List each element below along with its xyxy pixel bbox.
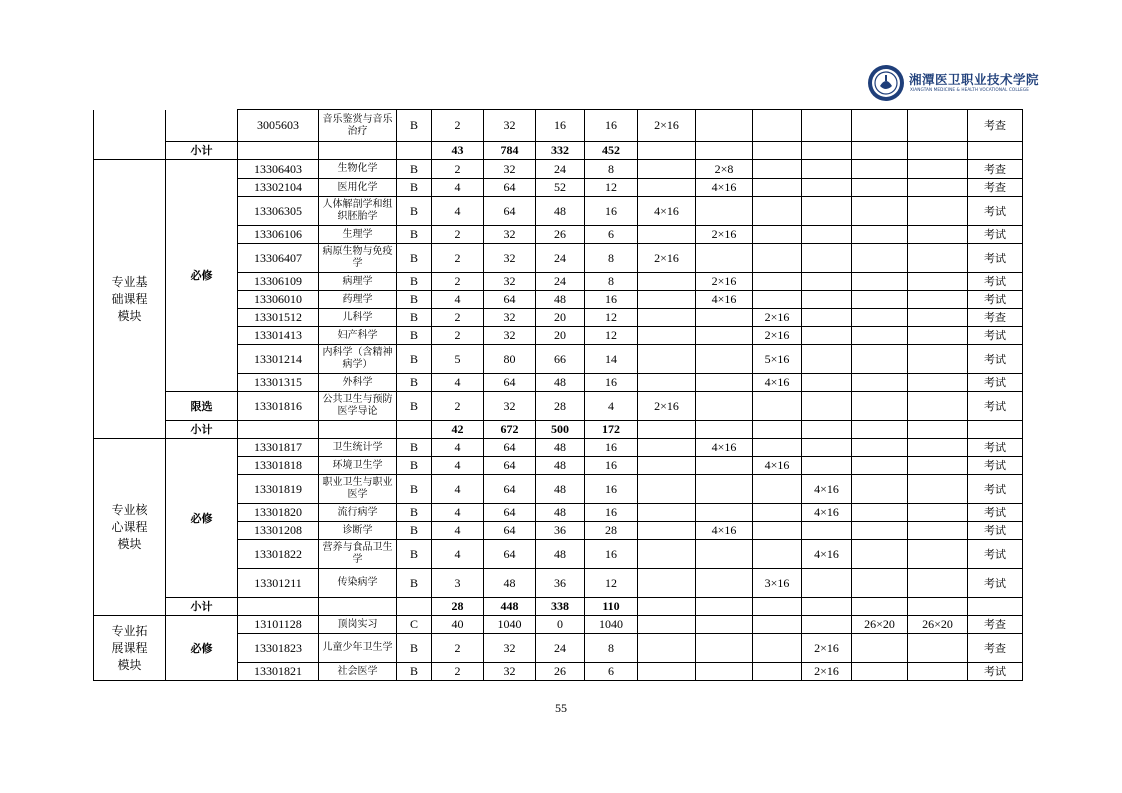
course-name: 流行病学: [319, 504, 397, 522]
practice-hours: 16: [585, 291, 638, 309]
semester-2: 4×16: [696, 291, 753, 309]
total-hours: 64: [484, 179, 536, 197]
exam-type: 考试: [968, 504, 1023, 522]
exam-type: 考试: [968, 663, 1023, 681]
course-name: 药理学: [319, 291, 397, 309]
exam-type: 考查: [968, 616, 1023, 634]
course-code: 13301818: [238, 457, 319, 475]
theory-hours: 26: [536, 226, 585, 244]
exam-type: 考试: [968, 522, 1023, 540]
course-type: B: [397, 309, 432, 327]
total-hours: 80: [484, 345, 536, 374]
theory-hours: 24: [536, 634, 585, 663]
subtotal-row: [94, 598, 1023, 616]
semester-2: 2×8: [696, 160, 753, 179]
total-hours: 64: [484, 457, 536, 475]
module-label-basic: 专业基础课程模块: [94, 160, 166, 439]
theory-hours: 52: [536, 179, 585, 197]
theory-hours: 48: [536, 439, 585, 457]
total-hours: 32: [484, 663, 536, 681]
practice-hours: 12: [585, 179, 638, 197]
total-hours: 64: [484, 291, 536, 309]
total-hours: 32: [484, 327, 536, 345]
semester-1: 4×16: [638, 197, 696, 226]
table-row: [94, 439, 1023, 457]
exam-type: 考试: [968, 457, 1023, 475]
semester-2: 2×16: [696, 273, 753, 291]
course-code: 13101128: [238, 616, 319, 634]
exam-type: 考试: [968, 374, 1023, 392]
credit: 4: [432, 504, 484, 522]
course-name: 医用化学: [319, 179, 397, 197]
course-name: 社会医学: [319, 663, 397, 681]
category-elective: 限选: [166, 392, 238, 421]
table-row: [94, 110, 1023, 142]
course-type: B: [397, 345, 432, 374]
category-required: 必修: [166, 160, 238, 392]
theory-hours: 48: [536, 540, 585, 569]
theory-hours: 48: [536, 197, 585, 226]
subtotal-credit: 28: [432, 598, 484, 616]
course-type: B: [397, 392, 432, 421]
semester-4: 4×16: [802, 540, 852, 569]
course-code: 13306010: [238, 291, 319, 309]
exam-type: 考试: [968, 226, 1023, 244]
subtotal-credit: 43: [432, 142, 484, 160]
exam-type: 考试: [968, 392, 1023, 421]
course-code: 13301822: [238, 540, 319, 569]
practice-hours: 6: [585, 663, 638, 681]
practice-hours: 12: [585, 327, 638, 345]
exam-type: 考试: [968, 540, 1023, 569]
course-type: B: [397, 244, 432, 273]
theory-hours: 24: [536, 273, 585, 291]
credit: 2: [432, 392, 484, 421]
total-hours: 48: [484, 569, 536, 598]
course-code: 13306403: [238, 160, 319, 179]
total-hours: 64: [484, 374, 536, 392]
course-code: 13306305: [238, 197, 319, 226]
exam-type: 考试: [968, 197, 1023, 226]
course-type: B: [397, 273, 432, 291]
exam-type: 考查: [968, 110, 1023, 142]
practice-hours: 12: [585, 569, 638, 598]
exam-type: 考试: [968, 345, 1023, 374]
semester-2: 4×16: [696, 439, 753, 457]
page-number: 55: [555, 701, 567, 715]
practice-hours: 8: [585, 634, 638, 663]
exam-type: 考查: [968, 160, 1023, 179]
course-type: C: [397, 616, 432, 634]
course-type: B: [397, 197, 432, 226]
semester-4: [802, 110, 852, 142]
semester-3: 2×16: [753, 327, 802, 345]
semester-6: [908, 110, 968, 142]
credit: 4: [432, 540, 484, 569]
theory-hours: 20: [536, 327, 585, 345]
course-code: 13306106: [238, 226, 319, 244]
subtotal-label: 小计: [166, 598, 238, 616]
course-name: 公共卫生与预防医学导论: [319, 392, 397, 421]
course-code: 13301413: [238, 327, 319, 345]
practice-hours: 12: [585, 309, 638, 327]
practice-hours: 14: [585, 345, 638, 374]
total-hours: 1040: [484, 616, 536, 634]
credit: 4: [432, 457, 484, 475]
course-code: 3005603: [238, 110, 319, 142]
subtotal-practice: 110: [585, 598, 638, 616]
semester-1: 2×16: [638, 110, 696, 142]
credit: 2: [432, 327, 484, 345]
category-required: 必修: [166, 616, 238, 681]
practice-hours: 16: [585, 457, 638, 475]
course-name: 生理学: [319, 226, 397, 244]
subtotal-total: 448: [484, 598, 536, 616]
credit: 4: [432, 475, 484, 504]
total-hours: 32: [484, 309, 536, 327]
course-code: 13301820: [238, 504, 319, 522]
semester-1: 2×16: [638, 244, 696, 273]
course-code: 13301823: [238, 634, 319, 663]
course-type: B: [397, 457, 432, 475]
exam-type: 考查: [968, 634, 1023, 663]
total-hours: 64: [484, 475, 536, 504]
theory-hours: 48: [536, 291, 585, 309]
course-name: 儿科学: [319, 309, 397, 327]
total-hours: 64: [484, 504, 536, 522]
course-type: B: [397, 374, 432, 392]
credit: 2: [432, 309, 484, 327]
credit: 40: [432, 616, 484, 634]
total-hours: 32: [484, 392, 536, 421]
semester-3: 4×16: [753, 374, 802, 392]
course-code: 13301512: [238, 309, 319, 327]
total-hours: 32: [484, 110, 536, 142]
subtotal-total: 672: [484, 421, 536, 439]
college-logo: [867, 64, 1040, 102]
credit: 2: [432, 226, 484, 244]
table-row: [94, 616, 1023, 634]
subtotal-practice: 452: [585, 142, 638, 160]
course-name: 病原生物与免疫学: [319, 244, 397, 273]
course-code: 13306109: [238, 273, 319, 291]
credit: 2: [432, 110, 484, 142]
course-name: 营养与食品卫生学: [319, 540, 397, 569]
total-hours: 64: [484, 197, 536, 226]
credit: 2: [432, 244, 484, 273]
course-code: 13301817: [238, 439, 319, 457]
credit: 4: [432, 179, 484, 197]
credit: 2: [432, 160, 484, 179]
exam-type: 考试: [968, 273, 1023, 291]
course-type: B: [397, 569, 432, 598]
theory-hours: 28: [536, 392, 585, 421]
course-type: B: [397, 160, 432, 179]
semester-2: 4×16: [696, 179, 753, 197]
practice-hours: 16: [585, 475, 638, 504]
semester-6: 26×20: [908, 616, 968, 634]
theory-hours: 20: [536, 309, 585, 327]
practice-hours: 1040: [585, 616, 638, 634]
course-type: B: [397, 663, 432, 681]
course-code: 13306407: [238, 244, 319, 273]
credit: 2: [432, 663, 484, 681]
practice-hours: 8: [585, 244, 638, 273]
module-label-extension: 专业拓展课程模块: [94, 616, 166, 681]
subtotal-label: 小计: [166, 421, 238, 439]
subtotal-theory: 500: [536, 421, 585, 439]
theory-hours: 48: [536, 475, 585, 504]
course-name: 顶岗实习: [319, 616, 397, 634]
credit: 4: [432, 439, 484, 457]
total-hours: 32: [484, 160, 536, 179]
total-hours: 32: [484, 634, 536, 663]
semester-2: 2×16: [696, 226, 753, 244]
semester-5: 26×20: [852, 616, 908, 634]
course-name: 内科学（含精神病学）: [319, 345, 397, 374]
subtotal-label: 小计: [166, 142, 238, 160]
credit: 4: [432, 374, 484, 392]
semester-3: 4×16: [753, 457, 802, 475]
theory-hours: 26: [536, 663, 585, 681]
theory-hours: 24: [536, 160, 585, 179]
college-name-cn: 湘潭医卫职业技术学院: [909, 72, 1040, 87]
semester-3: 2×16: [753, 309, 802, 327]
course-code: 13301208: [238, 522, 319, 540]
table-row: [94, 160, 1023, 179]
college-emblem-icon: [867, 64, 905, 102]
course-type: B: [397, 226, 432, 244]
total-hours: 64: [484, 540, 536, 569]
module-label-core: 专业核心课程模块: [94, 439, 166, 616]
table-row: [94, 392, 1023, 421]
subtotal-row: [94, 421, 1023, 439]
subtotal-row: [94, 142, 1023, 160]
semester-1: 2×16: [638, 392, 696, 421]
total-hours: 64: [484, 439, 536, 457]
module-cell-prev: [94, 110, 166, 160]
course-type: B: [397, 504, 432, 522]
theory-hours: 48: [536, 374, 585, 392]
course-plan-table: [93, 109, 1023, 681]
practice-hours: 4: [585, 392, 638, 421]
course-code: 13301214: [238, 345, 319, 374]
course-code: 13301821: [238, 663, 319, 681]
semester-4: 2×16: [802, 634, 852, 663]
theory-hours: 36: [536, 569, 585, 598]
semester-4: 4×16: [802, 475, 852, 504]
credit: 2: [432, 273, 484, 291]
course-type: B: [397, 327, 432, 345]
course-type: B: [397, 291, 432, 309]
theory-hours: 48: [536, 457, 585, 475]
course-name: 音乐鉴赏与音乐治疗: [319, 110, 397, 142]
semester-2: [696, 110, 753, 142]
credit: 4: [432, 522, 484, 540]
practice-hours: 28: [585, 522, 638, 540]
credit: 3: [432, 569, 484, 598]
course-type: B: [397, 522, 432, 540]
theory-hours: 36: [536, 522, 585, 540]
exam-type: 考查: [968, 179, 1023, 197]
course-name: 人体解剖学和组织胚胎学: [319, 197, 397, 226]
course-code: 13301315: [238, 374, 319, 392]
total-hours: 32: [484, 226, 536, 244]
practice-hours: 16: [585, 540, 638, 569]
course-code: 13301819: [238, 475, 319, 504]
semester-2: 4×16: [696, 522, 753, 540]
exam-type: 考试: [968, 569, 1023, 598]
course-type: B: [397, 540, 432, 569]
course-name: 卫生统计学: [319, 439, 397, 457]
course-name: 环境卫生学: [319, 457, 397, 475]
semester-4: 2×16: [802, 663, 852, 681]
semester-3: [753, 110, 802, 142]
category-cell-prev: [166, 110, 238, 142]
semester-3: 5×16: [753, 345, 802, 374]
course-name: 传染病学: [319, 569, 397, 598]
theory-hours: 0: [536, 616, 585, 634]
course-type: B: [397, 634, 432, 663]
semester-4: 4×16: [802, 504, 852, 522]
course-name: 职业卫生与职业医学: [319, 475, 397, 504]
practice-hours: 8: [585, 273, 638, 291]
course-name: 儿童少年卫生学: [319, 634, 397, 663]
course-code: 13301816: [238, 392, 319, 421]
semester-3: 3×16: [753, 569, 802, 598]
practice-hours: 16: [585, 374, 638, 392]
total-hours: 64: [484, 522, 536, 540]
practice-hours: 16: [585, 504, 638, 522]
exam-type: 考试: [968, 439, 1023, 457]
course-code: 13302104: [238, 179, 319, 197]
credit: 4: [432, 291, 484, 309]
course-code: 13301211: [238, 569, 319, 598]
exam-type: 考查: [968, 309, 1023, 327]
category-required: 必修: [166, 439, 238, 598]
subtotal-practice: 172: [585, 421, 638, 439]
semester-5: [852, 110, 908, 142]
practice-hours: 16: [585, 197, 638, 226]
course-name: 妇产科学: [319, 327, 397, 345]
credit: 5: [432, 345, 484, 374]
theory-hours: 24: [536, 244, 585, 273]
total-hours: 32: [484, 273, 536, 291]
subtotal-total: 784: [484, 142, 536, 160]
course-type: B: [397, 475, 432, 504]
course-type: B: [397, 110, 432, 142]
total-hours: 32: [484, 244, 536, 273]
subtotal-credit: 42: [432, 421, 484, 439]
course-name: 外科学: [319, 374, 397, 392]
exam-type: 考试: [968, 291, 1023, 309]
theory-hours: 66: [536, 345, 585, 374]
exam-type: 考试: [968, 244, 1023, 273]
subtotal-theory: 332: [536, 142, 585, 160]
practice-hours: 8: [585, 160, 638, 179]
course-name: 诊断学: [319, 522, 397, 540]
theory-hours: 48: [536, 504, 585, 522]
college-name-en: XIANGTAN MEDICINE & HEALTH VOCATIONAL COLLEGE: [910, 87, 1030, 92]
course-name: 生物化学: [319, 160, 397, 179]
practice-hours: 6: [585, 226, 638, 244]
credit: 4: [432, 197, 484, 226]
credit: 2: [432, 634, 484, 663]
theory-hours: 16: [536, 110, 585, 142]
subtotal-theory: 338: [536, 598, 585, 616]
exam-type: 考试: [968, 327, 1023, 345]
course-type: B: [397, 439, 432, 457]
exam-type: 考试: [968, 475, 1023, 504]
practice-hours: 16: [585, 439, 638, 457]
practice-hours: 16: [585, 110, 638, 142]
course-type: B: [397, 179, 432, 197]
course-name: 病理学: [319, 273, 397, 291]
